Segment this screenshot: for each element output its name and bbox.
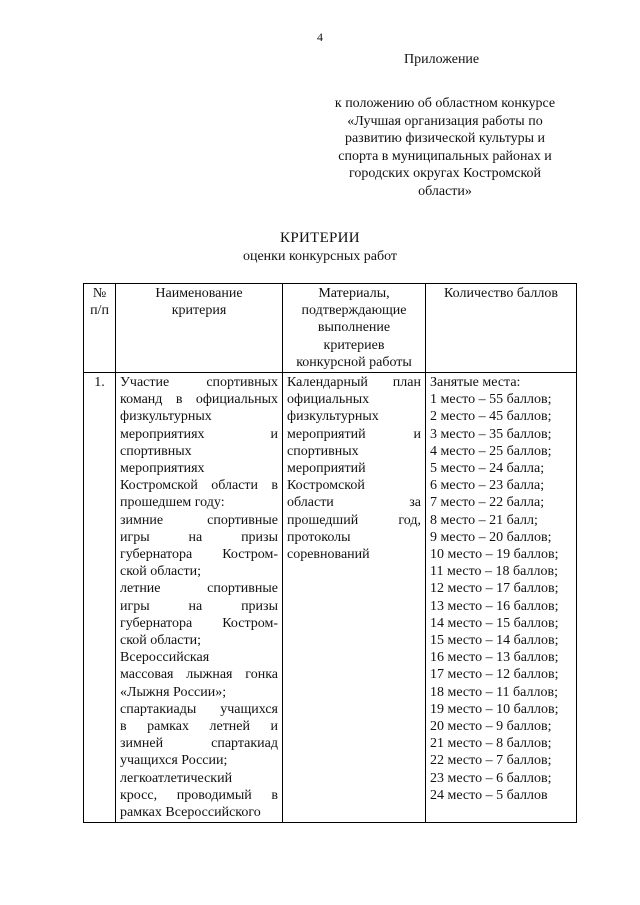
criterion-line: мероприятиях <box>120 461 205 477</box>
row-materials <box>283 373 426 823</box>
points-line: 2 место – 45 баллов; <box>430 409 552 425</box>
criterion-line: кросс, проводимый в <box>120 787 278 803</box>
materials-line: Костромской <box>287 478 365 494</box>
document-subtitle: оценки конкурсных работ <box>242 249 398 264</box>
criteria-table <box>83 283 577 823</box>
points-line: 16 место – 13 баллов; <box>430 650 559 666</box>
criterion-line: в рамках летней и <box>120 719 278 735</box>
criterion-line: учащихся России; <box>120 753 228 769</box>
appendix-line: спорта в муниципальных районах и <box>338 148 552 164</box>
document-title: КРИТЕРИИ <box>280 230 360 246</box>
points-line: 12 место – 17 баллов; <box>430 581 559 597</box>
materials-line: физкультурных <box>287 409 379 425</box>
points-intro: Занятые места: <box>430 375 521 391</box>
criterion-line: мероприятиях и <box>120 426 278 442</box>
header-number: № п/п <box>84 284 116 373</box>
points-line: 20 место – 9 баллов; <box>430 719 552 735</box>
points-line: 7 место – 22 балла; <box>430 495 545 511</box>
appendix-text <box>316 95 574 201</box>
points-line: 19 место – 10 баллов; <box>430 701 559 717</box>
table-header-row <box>84 284 577 373</box>
appendix-line: городских округах Костромской <box>348 166 542 182</box>
points-line: 4 место – 25 баллов; <box>430 443 552 459</box>
points-line: 1 место – 55 баллов; <box>430 392 552 408</box>
points-line: 17 место – 12 баллов; <box>430 667 559 683</box>
materials-line: протоколы <box>287 529 351 545</box>
points-line: 21 место – 8 баллов; <box>430 736 552 752</box>
criterion-line: «Лыжня России»; <box>120 684 227 700</box>
points-line: 10 место – 19 баллов; <box>430 547 559 563</box>
header-criterion: Наименование критерия <box>116 284 283 373</box>
materials-line: мероприятий <box>287 461 366 477</box>
criterion-line: физкультурных <box>120 409 212 425</box>
criterion-line: Костромской области в <box>120 478 278 494</box>
page-number: 4 <box>317 30 323 44</box>
criterion-line: массовая лыжная гонка <box>120 667 278 683</box>
appendix-line: к положению об областном конкурсе <box>334 96 556 111</box>
points-line: 11 место – 18 баллов; <box>430 564 558 580</box>
points-line: 14 место – 15 баллов; <box>430 615 559 631</box>
points-line: 5 место – 24 балла; <box>430 461 545 477</box>
header-points: Количество баллов <box>426 284 577 373</box>
table-row <box>84 373 577 823</box>
header-materials: Материалы, подтверждающие выполнение критериев конкурсной работы <box>283 284 426 373</box>
materials-line: мероприятий и <box>287 426 421 442</box>
criterion-line: легкоатлетический <box>120 770 233 786</box>
points-line: 18 место – 11 баллов; <box>430 684 558 700</box>
criterion-line: летние спортивные <box>120 581 278 597</box>
criterion-line: губернатора Костром- <box>120 547 278 563</box>
points-line: 13 место – 16 баллов; <box>430 598 559 614</box>
row-points <box>426 373 577 823</box>
criterion-line: Всероссийская <box>120 650 210 666</box>
row-number: 1. <box>84 373 116 823</box>
points-line: 3 место – 35 баллов; <box>430 426 552 442</box>
materials-line: спортивных <box>287 443 359 459</box>
criterion-line: зимние спортивные <box>120 512 278 528</box>
points-line: 23 место – 6 баллов; <box>430 770 552 786</box>
appendix-line: «Лучшая организация работы по <box>347 113 543 129</box>
criterion-line: зимней спартакиад <box>120 736 278 752</box>
criterion-line: игры на призы <box>120 529 278 545</box>
materials-line: Календарный план <box>287 375 421 391</box>
points-line: 9 место – 20 баллов; <box>430 529 552 545</box>
points-line: 24 место – 5 баллов <box>430 787 548 803</box>
appendix-line: области» <box>418 183 472 199</box>
points-line: 6 место – 23 балла; <box>430 478 545 494</box>
points-line: 8 место – 21 балл; <box>430 512 538 528</box>
materials-line: области за <box>287 495 421 511</box>
points-line: 22 место – 7 баллов; <box>430 753 552 769</box>
points-line: 15 место – 14 баллов; <box>430 633 559 649</box>
criterion-line: спортивных <box>120 443 192 459</box>
materials-line: прошедший год, <box>287 512 421 528</box>
appendix-heading: Приложение <box>404 52 480 67</box>
criterion-line: ской области; <box>120 633 201 649</box>
materials-line: официальных <box>287 392 370 408</box>
appendix-line: развитию физической культуры и <box>344 131 546 147</box>
criterion-line: прошедшем году: <box>120 495 225 511</box>
criterion-line: ской области; <box>120 564 201 580</box>
criterion-line: игры на призы <box>120 598 278 614</box>
criterion-line: губернатора Костром- <box>120 615 278 631</box>
criterion-line: рамках Всероссийского <box>120 805 261 821</box>
criterion-line: спартакиады учащихся <box>120 701 278 717</box>
criterion-line: команд в официальных <box>120 392 278 408</box>
materials-line: соревнований <box>287 547 370 563</box>
criterion-line: Участие спортивных <box>120 375 278 391</box>
row-criterion <box>116 373 283 823</box>
